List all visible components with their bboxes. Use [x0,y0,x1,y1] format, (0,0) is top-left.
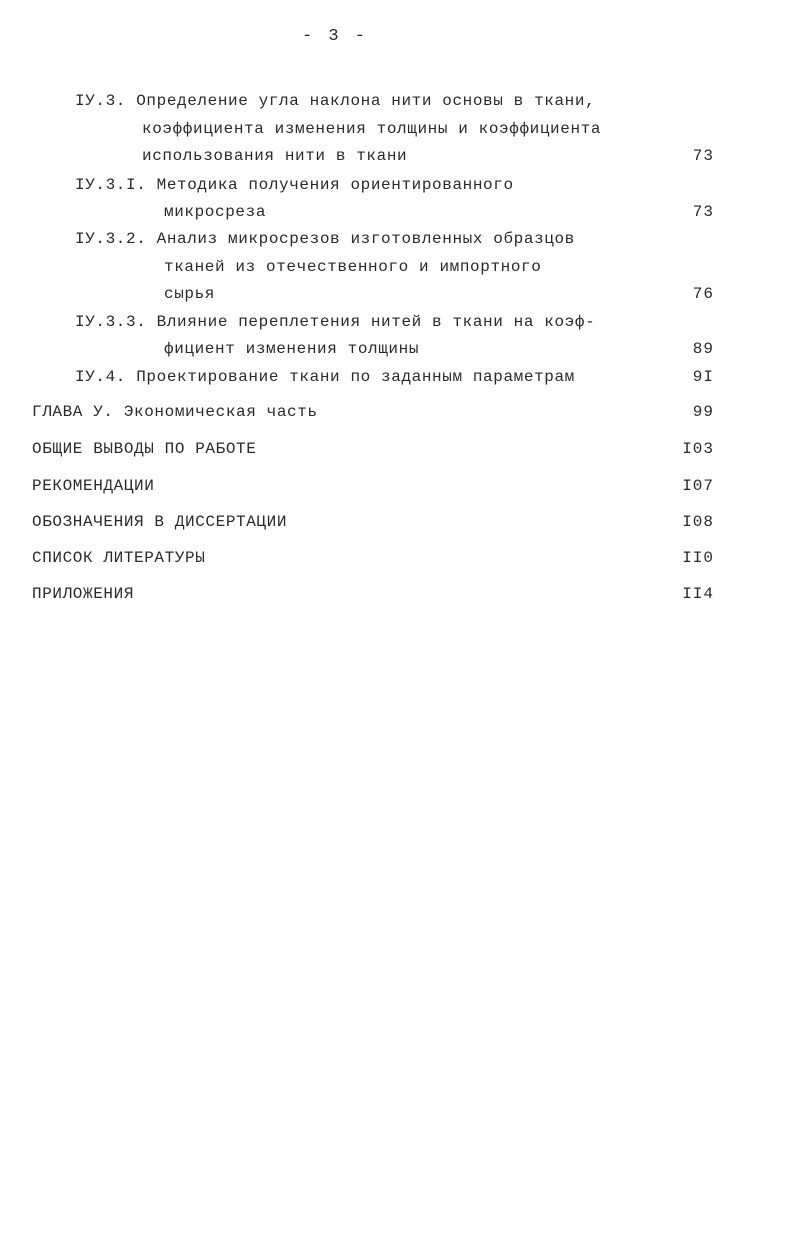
toc-page-number: 73 [692,147,714,165]
toc-page-number: 73 [692,203,714,221]
toc-page-number: II0 [682,549,714,567]
toc-section-title: ОБОЗНАЧЕНИЯ В ДИССЕРТАЦИИ [32,513,288,531]
page-number: - 3 - [301,27,368,46]
toc-entry-line: сырья [164,285,216,303]
toc-entry-line: использования нити в ткани [142,147,408,165]
toc-entry-line: микросреза [164,203,267,221]
toc-page-number: 76 [692,285,714,303]
toc-page-number: I07 [682,477,714,495]
toc-page-number: 9I [692,368,714,386]
toc-chapter-title: ГЛАВА У. Экономическая часть [32,403,318,421]
toc-section-title: ПРИЛОЖЕНИЯ [32,585,135,603]
toc-entry-line: коэффициента изменения толщины и коэффициента [142,120,602,138]
toc-entry-line: IУ.3. Определение угла наклона нити основы в ткани, [75,92,596,110]
toc-page-number: I08 [682,513,714,531]
toc-page-number: 89 [692,340,714,358]
toc-entry-line: IУ.3.I. Методика получения ориентированного [75,176,514,194]
toc-page-number: 99 [692,403,714,421]
toc-entry-line: фициент изменения толщины [164,340,420,358]
toc-page-number: I03 [682,440,714,458]
toc-section-title: СПИСОК ЛИТЕРАТУРЫ [32,549,206,567]
toc-section-title: РЕКОМЕНДАЦИИ [32,477,155,495]
toc-entry-line: тканей из отечественного и импортного [164,258,542,276]
toc-entry-line: IУ.3.3. Влияние переплетения нитей в ткани на коэф- [75,313,596,331]
toc-page-number: II4 [682,585,714,603]
toc-entry-line: IУ.4. Проектирование ткани по заданным параметрам [75,368,575,386]
toc-section-title: ОБЩИЕ ВЫВОДЫ ПО РАБОТЕ [32,440,257,458]
toc-entry-line: IУ.3.2. Анализ микросрезов изготовленных образцов [75,230,575,248]
